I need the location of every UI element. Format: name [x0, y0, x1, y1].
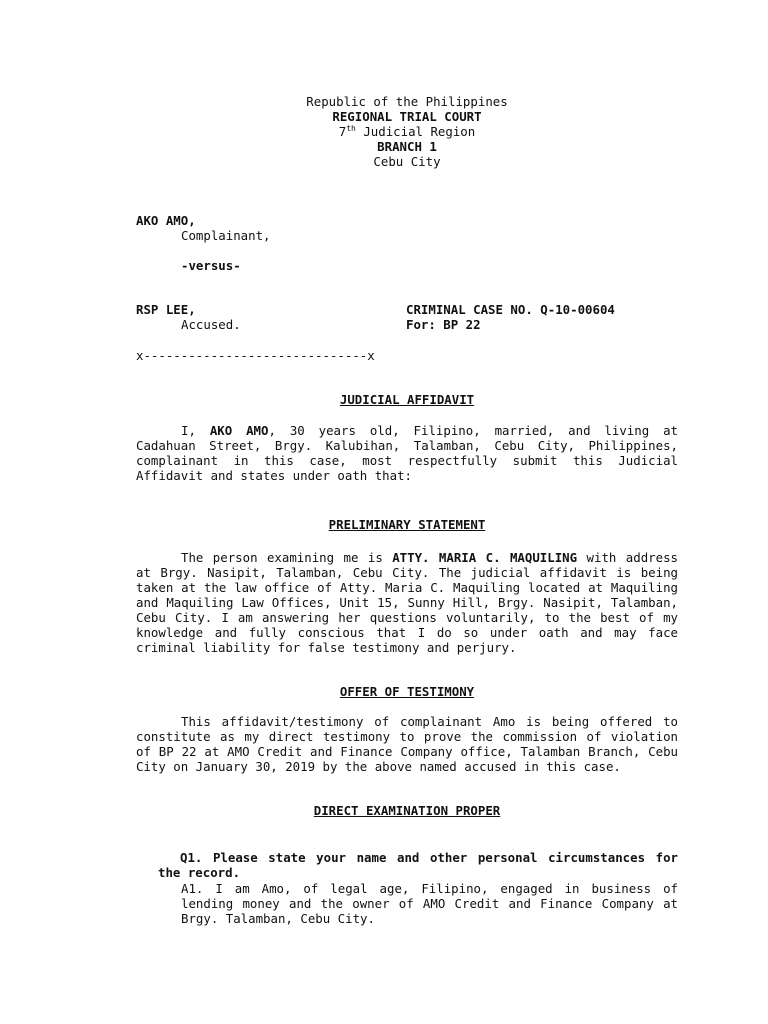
branch-line: BRANCH 1: [377, 139, 437, 154]
preliminary-rest: with address at Brgy. Nasipit, Talamban, Cebu City. The judicial affidavit is being taken at the law office of Atty. Maria C. Maquiling located at Maquiling and Maquiling Law Offices, Unit 15, Sunny Hill, Brgy. Nasipit, Talamban, Cebu City. I am answering her questions voluntarily, to the best of my knowledge and fully conscious that I do so under oath and may face criminal liability for false testimony and perjury.: [136, 550, 678, 655]
republic-line: Republic of the Philippines: [306, 94, 508, 109]
region-text: Judicial Region: [355, 124, 476, 139]
case-number: CRIMINAL CASE NO. Q-10-00604: [406, 302, 615, 317]
answer-1: A1. I am Amo, of legal age, Filipino, engaged in business of lending money and the owner of AMO Credit and Finance Company at Brgy. Talamban, Cebu City.: [181, 881, 678, 926]
accused-name: RSP LEE,: [136, 302, 196, 317]
intro-paragraph: [136, 423, 678, 483]
offer-paragraph: [136, 714, 678, 774]
judicial-region: [0, 124, 768, 139]
court-name: REGIONAL TRIAL COURT: [332, 109, 482, 124]
question-1: Q1. Please state your name and other personal circumstances for the record.: [158, 850, 678, 880]
document-title: JUDICIAL AFFIDAVIT: [339, 392, 475, 407]
preliminary-paragraph: [136, 550, 678, 655]
intro-lead: I,: [181, 423, 210, 438]
offer-text: This affidavit/testimony of complainant Amo is being offered to constitute as my direct testimony to prove the commission of violation of BP 22 at AMO Credit and Finance Company office, Talamban Branch, Cebu City on January 30, 2019 by the above named accused in this case.: [136, 714, 678, 774]
complainant-name: AKO AMO,: [136, 213, 196, 228]
complainant-role: Complainant,: [181, 228, 271, 243]
versus-label: -versus-: [181, 258, 241, 273]
accused-role: Accused.: [181, 317, 241, 332]
preliminary-heading: PRELIMINARY STATEMENT: [328, 517, 486, 532]
direct-exam-heading: DIRECT EXAMINATION PROPER: [313, 803, 501, 818]
examiner-name: ATTY. MARIA C. MAQUILING: [392, 550, 578, 565]
region-ordinal: th: [346, 123, 356, 133]
affiant-name: AKO AMO: [209, 423, 269, 438]
region-number: 7: [338, 124, 347, 139]
intro-rest: , 30 years old, Filipino, married, and living at Cadahuan Street, Brgy. Kalubihan, Talamban, Cebu City, Philippines, complainant in this case, most respectfully submit this Judicial Affidavit and states under oath that:: [136, 423, 678, 483]
case-for: For: BP 22: [406, 317, 481, 332]
city-line: Cebu City: [373, 154, 441, 169]
offer-heading: OFFER OF TESTIMONY: [339, 684, 475, 699]
preliminary-lead: The person examining me is: [181, 550, 393, 565]
caption-divider: x------------------------------x: [136, 348, 375, 363]
